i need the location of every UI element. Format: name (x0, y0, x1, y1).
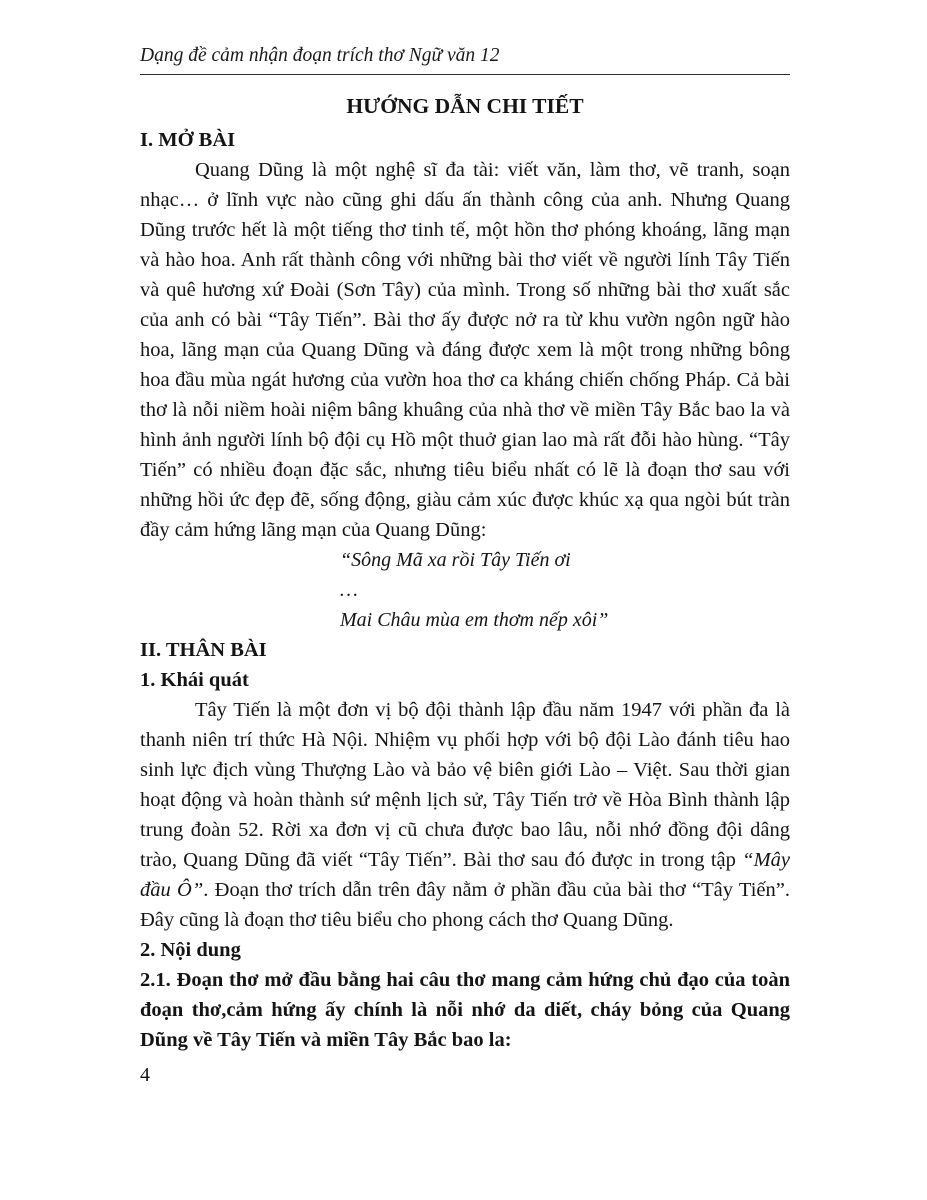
verse-line-2: … (340, 579, 358, 601)
running-header (140, 44, 790, 75)
verse-line-3: Mai Châu mùa em thơm nếp xôi” (340, 609, 609, 631)
paragraph-khai-quat (140, 695, 790, 935)
heading-khai-quat: 1. Khái quát (140, 669, 249, 691)
heading-2-1: 2.1. Đoạn thơ mở đầu bằng hai câu thơ mang cảm hứng chủ đạo của toàn đoạn thơ,cảm hứng ấy chính là nỗi nhớ da diết, cháy bỏng của Quang Dũng về Tây Tiến và miền Tây Bắc bao la: (140, 969, 790, 1051)
verse-line-1: “Sông Mã xa rồi Tây Tiến ơi (340, 549, 571, 571)
heading-noi-dung: 2. Nội dung (140, 939, 241, 961)
heading-than-bai: II. THÂN BÀI (140, 639, 267, 661)
paragraph-intro: Quang Dũng là một nghệ sĩ đa tài: viết văn, làm thơ, vẽ tranh, soạn nhạc… ở lĩnh vực nào cũng ghi dấu ấn thành công của anh. Nhưng Quang Dũng trước hết là một tiếng thơ tinh tế, một hồn thơ phóng khoáng, lãng mạn và hào hoa. Anh rất thành công với những bài thơ viết về người lính Tây Tiến và quê hương xứ Đoài (Sơn Tây) của mình. Trong số những bài thơ xuất sắc của anh có bài “Tây Tiến”. Bài thơ ấy được nở ra từ khu vườn ngôn ngữ hào hoa, lãng mạn của Quang Dũng và đáng được xem là một trong những bông hoa đầu mùa ngát hương của vườn hoa thơ ca kháng chiến chống Pháp. Cả bài thơ là nỗi niềm hoài niệm bâng khuâng của nhà thơ về miền Tây Bắc bao la và hình ảnh người lính bộ đội cụ Hồ một thuở gian lao mà rất đỗi hào hùng. “Tây Tiến” có nhiều đoạn đặc sắc, nhưng tiêu biểu nhất có lẽ là đoạn thơ sau với những hồi ức đẹp đẽ, sống động, giàu cảm xúc được khúc xạ qua ngòi bút tràn đầy cảm hứng lãng mạn của Quang Dũng: (140, 159, 790, 541)
heading-mo-bai: I. MỞ BÀI (140, 129, 236, 151)
verse-quote (340, 545, 790, 635)
book-title-may-dau-o: “Mây đầu Ô” (140, 849, 790, 901)
page-number: 4 (140, 1064, 150, 1086)
running-header-text: Dạng đề cảm nhận đoạn trích thơ Ngữ văn 12 (140, 45, 500, 66)
page-title: HƯỚNG DẪN CHI TIẾT (346, 94, 584, 118)
paragraph-khai-quat-text-after: . Đoạn thơ trích dẫn trên đây nằm ở phần đầu của bài thơ “Tây Tiến”. Đây cũng là đoạn thơ tiêu biểu cho phong cách thơ Quang Dũng. (140, 879, 790, 931)
paragraph-khai-quat-text: Tây Tiến là một đơn vị bộ đội thành lập đầu năm 1947 với phần đa là thanh niên trí thức Hà Nội. Nhiệm vụ phối hợp với bộ đội Lào đánh tiêu hao sinh lực địch vùng Thượng Lào và bảo vệ biên giới Lào – Việt. Sau thời gian hoạt động và hoàn thành sứ mệnh lịch sử, Tây Tiến trở về Hòa Bình thành lập trung đoàn 52. Rời xa đơn vị cũ chưa được bao lâu, nỗi nhớ đồng đội dâng trào, Quang Dũng đã viết “Tây Tiến”. Bài thơ sau đó được in trong tập (140, 699, 790, 871)
